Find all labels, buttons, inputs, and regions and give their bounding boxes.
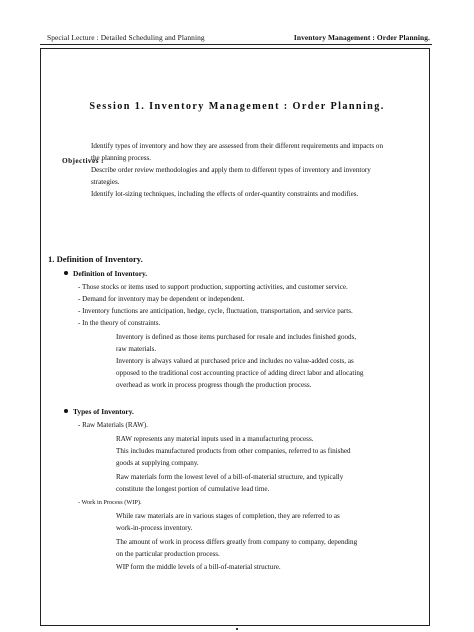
wip-line: on the particular production process. — [116, 550, 220, 558]
toc-line: Inventory is always valued at purchased price and includes no value-added costs, as — [116, 357, 354, 365]
subsection-definition — [64, 269, 147, 278]
raw-line: RAW represents any material inputs used in a manufacturing process. — [116, 435, 314, 443]
objective-line: the planning process. — [91, 154, 152, 162]
subsection-definition-label: Definition of Inventory. — [73, 269, 148, 278]
page-number-mark — [236, 628, 238, 630]
page-title: Session 1. Inventory Management : Order Planning. — [89, 101, 385, 112]
definition-item: - Demand for inventory may be dependent or independent. — [78, 295, 245, 303]
wip-line: The amount of work in process differs greatly from company to company, depending — [116, 538, 358, 546]
objective-line: Describe order review methodologies and apply them to different types of inventory and inventory — [91, 166, 371, 174]
subsection-types — [64, 407, 134, 416]
raw-line: Raw materials form the lowest level of a bill-of-material structure, and typically — [116, 473, 344, 481]
subsection-types-label: Types of Inventory. — [73, 407, 134, 416]
section-heading: 1. Definition of Inventory. — [48, 254, 143, 264]
objective-line: strategies. — [91, 178, 120, 186]
raw-materials-label: - Raw Materials (RAW). — [78, 421, 148, 429]
toc-line: raw materials. — [116, 345, 157, 353]
definition-item: - In the theory of constraints. — [78, 319, 161, 327]
toc-line: overhead as work in process progress though the production process. — [116, 381, 312, 389]
header-right: Inventory Management : Order Planning. — [293, 33, 430, 42]
wip-line: WIP form the middle levels of a bill-of-material structure. — [116, 563, 281, 571]
header-left: Special Lecture : Detailed Scheduling and Planning — [47, 33, 205, 42]
bullet-icon — [64, 271, 68, 275]
toc-line: Inventory is defined as those items purchased for resale and includes finished goods, — [116, 333, 357, 341]
raw-line: constitute the longest portion of cumulative lead time. — [116, 485, 270, 493]
definition-item: - Those stocks or items used to support production, supporting activities, and customer service. — [78, 283, 348, 291]
wip-line: While raw materials are in various stages of completion, they are referred to as — [116, 512, 340, 520]
definition-item: - Inventory functions are anticipation, hedge, cycle, fluctuation, transportation, and service parts. — [78, 307, 353, 315]
bullet-icon — [64, 409, 68, 413]
raw-line: This includes manufactured products from other companies, referred to as finished — [116, 447, 351, 455]
objective-line: Identify types of inventory and how they are assessed from their different requirements and impacts on — [91, 142, 384, 150]
objective-line: Identify lot-sizing techniques, including the effects of order-quantity constraints and modifies. — [91, 190, 359, 198]
wip-line: work-in-process inventory. — [116, 524, 193, 532]
toc-line: opposed to the traditional cost accounting practice of adding direct labor and allocating — [116, 369, 364, 377]
raw-line: goods at supplying company. — [116, 459, 199, 467]
wip-label: - Work in Process (WIP). — [78, 499, 142, 506]
header-rule — [40, 44, 432, 45]
objectives-label: Objectives : — [62, 156, 104, 165]
